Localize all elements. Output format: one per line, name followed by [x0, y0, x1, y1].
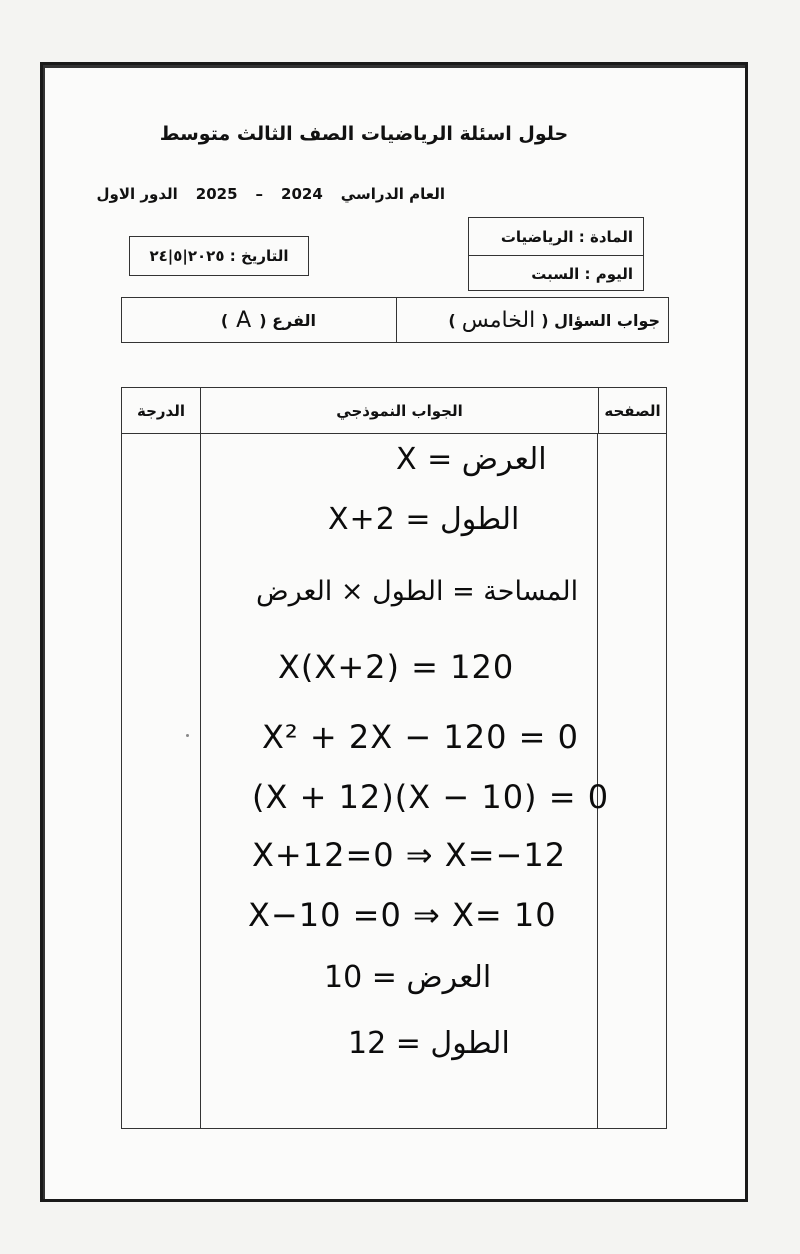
- question-number: الخامس: [461, 307, 536, 333]
- solution-line: المساحة = الطول × العرض: [256, 576, 579, 607]
- question-close: ): [448, 310, 456, 330]
- solution-line: X+12=0 ⇒ X=−12: [252, 836, 567, 874]
- branch-value: A: [236, 307, 252, 333]
- divider-grade: [200, 434, 201, 1128]
- exam-round: الدور الاول: [96, 185, 178, 203]
- col-page: الصفحه: [598, 388, 666, 433]
- answer-table: [121, 387, 667, 1129]
- solution-line: الطول = X+2: [328, 502, 520, 537]
- year-end: 2025: [195, 185, 238, 203]
- academic-year: [96, 185, 445, 203]
- exam-date: التاريخ : ٢٠٢٥|٥|٢٤: [149, 247, 289, 265]
- day-cell: اليوم : السبت: [469, 255, 643, 292]
- solution-line: (X + 12)(X − 10) = 0: [252, 778, 610, 816]
- solution-line: X(X+2) = 120: [278, 648, 515, 686]
- subject-box: [468, 217, 644, 291]
- branch-cell: [122, 298, 396, 342]
- solution-line: العرض = X: [396, 442, 547, 477]
- solution-line: العرض = 10: [324, 960, 492, 995]
- answer-info-row: [121, 297, 669, 343]
- year-start: 2024: [281, 185, 323, 203]
- date-box: [129, 236, 309, 276]
- solution-line: X−10 =0 ⇒ X= 10: [248, 896, 557, 934]
- solution-line: الطول = 12: [348, 1026, 510, 1061]
- subject-cell: المادة : الرياضيات: [500, 227, 633, 246]
- col-grade: الدرجة: [137, 401, 185, 420]
- solution-line: X² + 2X − 120 = 0: [262, 718, 579, 756]
- col-answer: الجواب النموذجي: [200, 388, 598, 433]
- branch-close: ): [220, 310, 229, 330]
- page-title: حلول اسئلة الرياضيات الصف الثالث متوسط: [159, 123, 569, 145]
- branch-label: الفرع (: [259, 310, 316, 330]
- paper-speck: [186, 734, 189, 737]
- question-cell: [396, 298, 668, 342]
- year-dash: –: [255, 185, 264, 203]
- table-header: [122, 388, 666, 434]
- year-label: العام الدراسي: [340, 185, 445, 203]
- question-label: جواب السؤال (: [541, 310, 660, 330]
